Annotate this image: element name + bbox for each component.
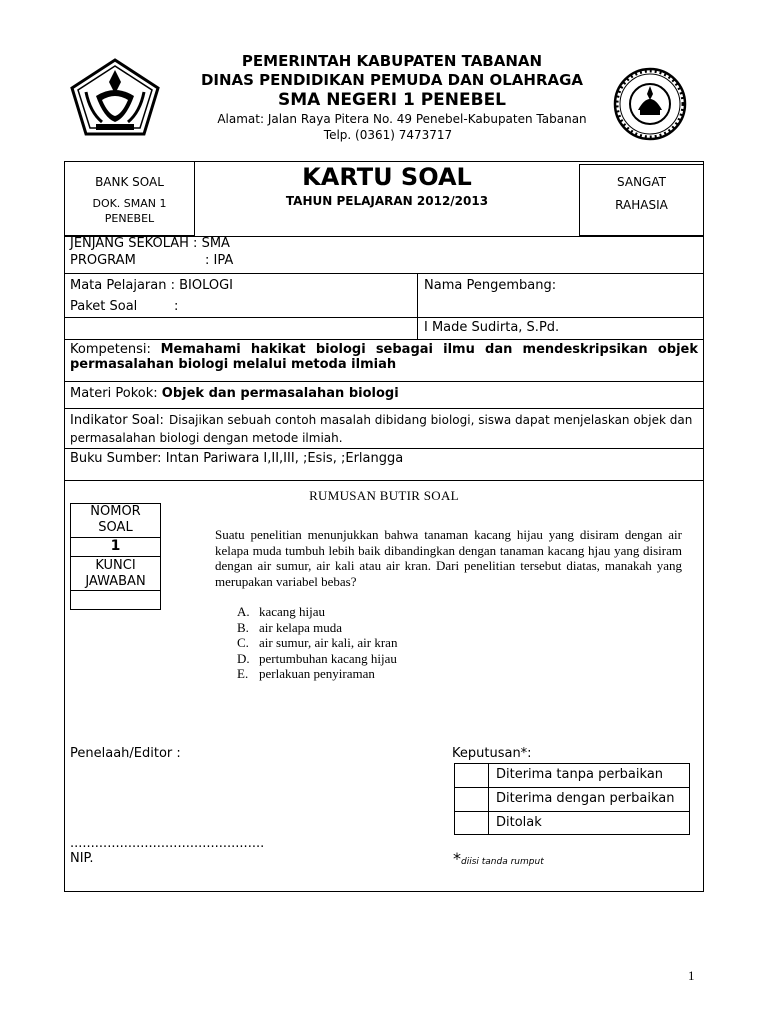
indicator-text: Disajikan sebuah contoh masalah dibidang biologi, siswa dapat menjelaskan objek dan permasalahan biologi dengan metode ilmiah. [70,413,693,445]
competency-label: Kompetensi: [70,342,151,357]
editor-label: Penelaah/Editor : [70,746,181,761]
decision-label: Keputusan*: [452,746,532,761]
doc-code-line2: PENEBEL [104,212,155,225]
number-label-2: SOAL [98,520,133,535]
footnote-text: diisi tanda rumput [461,857,544,867]
paket-label: Paket Soal [70,299,138,314]
doc-code-line1: DOK. SMAN 1 [92,197,167,210]
decision-checkbox-3[interactable] [455,812,488,834]
competency [70,342,698,372]
decision-rejected: Ditolak [496,815,542,830]
page-number: 1 [688,968,695,983]
question-number: 1 [110,538,121,554]
key-label-2: JAWABAN [85,574,146,589]
nip-label: NIP. [70,851,94,866]
footnote-star: * [453,849,461,868]
bank-soal-label: BANK SOAL [95,175,164,189]
academic-year: TAHUN PELAJARAN 2012/2013 [285,194,489,208]
header-phone: Telp. (0361) 7473717 [323,128,453,142]
program-label: PROGRAM [70,253,136,268]
answer-options [237,604,397,682]
material-label: Materi Pokok: [70,386,158,401]
answer-key-cell [70,592,161,608]
option-e: E. perlakuan penyiraman [237,666,375,681]
developer-name: I Made Sudirta, S.Pd. [424,320,560,335]
card-title: KARTU SOAL [302,163,472,191]
header-government: PEMERINTAH KABUPATEN TABANAN [241,52,543,70]
header-school: SMA NEGERI 1 PENEBEL [277,90,507,110]
program-value: : IPA [205,253,234,268]
main-material [70,386,399,401]
decision-accepted-no-revision: Diterima tanpa perbaikan [496,767,664,782]
option-b: B. air kelapa muda [237,619,343,635]
confidential-label-2: RAHASIA [615,198,668,212]
source-books: Buku Sumber: Intan Pariwara I,II,III, ;Esis, ;Erlangga [70,451,404,466]
developer-label: Nama Pengembang: [424,278,557,293]
number-label-1: NOMOR [90,504,141,519]
signature-dots: ............................................... [70,836,265,851]
question-stem: Suatu penelitian menunjukkan bahwa tanaman kacang hijau yang disiram dengan air kelapa muda tumbuh lebih baik dibandingkan dengan tanaman kacang hjau yang disiram dengan air sumur, air kali atau air kran. Dari penelitian tersebut diatas, manakah yang merupakan variabel bebas? [215,527,682,589]
option-c: C. air sumur, air kali, air kran [237,635,398,650]
option-d: D. pertumbuhan kacang hijau [237,650,397,666]
decision-checkbox-1[interactable] [455,764,488,787]
paket-value: : [174,299,179,314]
key-label-1: KUNCI [95,558,136,573]
subject: Mata Pelajaran : BIOLOGI [70,278,234,293]
material-text: Objek dan permasalahan biologi [161,386,399,401]
header-department: DINAS PENDIDIKAN PEMUDA DAN OLAHRAGA [200,71,584,89]
decision-accepted-with-revision: Diterima dengan perbaikan [496,791,675,806]
option-a: A. kacang hijau [237,604,326,619]
header-address: Alamat: Jalan Raya Pitera No. 49 Penebel-Kabupaten Tabanan [217,112,587,126]
decision-checkbox-2[interactable] [455,788,488,811]
footnote [453,849,544,868]
section-title: RUMUSAN BUTIR SOAL [309,488,459,503]
competency-text: Memahami hakikat biologi sebagai ilmu dan mendeskripsikan objek permasalahan biologi melalui metoda ilmiah [70,342,698,372]
indicator [70,411,700,446]
confidential-label-1: SANGAT [617,175,666,189]
indicator-label: Indikator Soal: [70,413,164,428]
school-level: JENJANG SEKOLAH : SMA [70,236,230,251]
